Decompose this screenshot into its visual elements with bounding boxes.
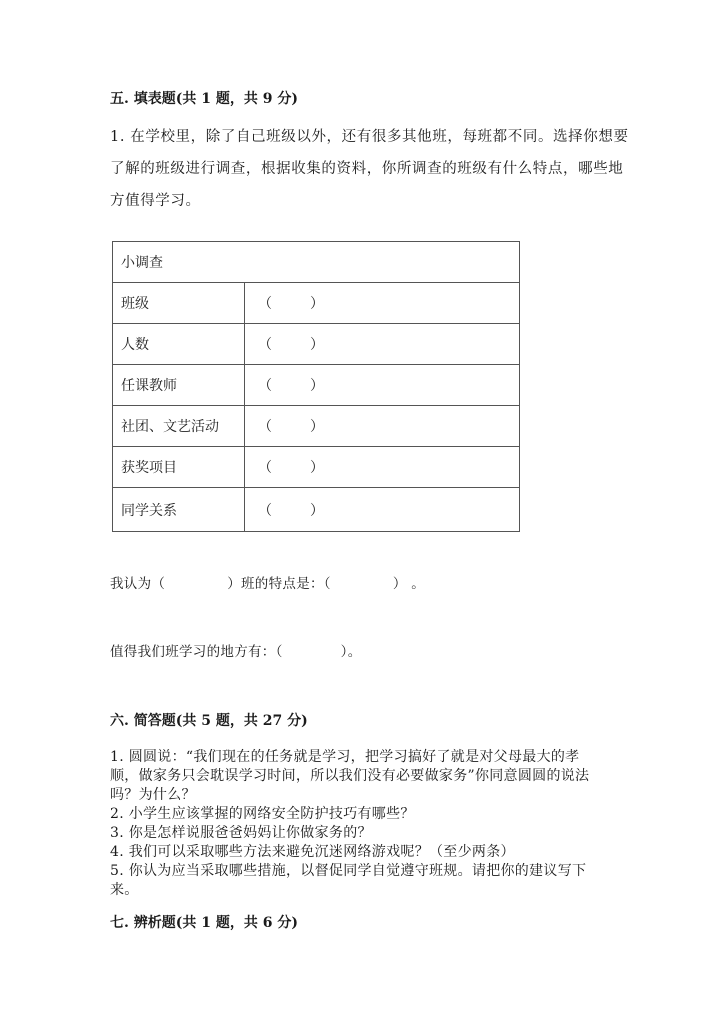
fill2-suffix: ）。: [340, 644, 362, 660]
fill-in-sentence-1: [110, 572, 425, 592]
section6-heading: 六. 简答题(共 5 题，共 27 分): [110, 713, 308, 729]
close-paren: ）: [310, 419, 324, 435]
fill1-suffix: ） 。: [392, 576, 426, 592]
open-paren: （: [258, 337, 272, 353]
open-paren: （: [258, 296, 272, 312]
open-paren: （: [258, 502, 272, 519]
close-paren: ）: [310, 378, 324, 394]
close-paren: ）: [310, 460, 324, 476]
row-label: 同学关系: [113, 488, 245, 532]
row-label: 班级: [113, 283, 245, 324]
table-row: [113, 488, 520, 532]
row-label: 任课教师: [113, 365, 245, 406]
question-line: 方值得学习。: [110, 193, 201, 209]
question-line: 1. 圆圆说：“我们现在的任务就是学习，把学习搞好了就是对父母最大的孝: [110, 749, 580, 765]
close-paren: ）: [310, 337, 324, 353]
fill1-middle: ）班的特点是：（: [227, 576, 331, 592]
question-line: 顺，做家务只会耽误学习时间，所以我们没有必要做家务”你同意圆圆的说法: [110, 768, 590, 784]
question-line: 2. 小学生应该掌握的网络安全防护技巧有哪些？: [110, 806, 415, 822]
close-paren: ）: [310, 502, 324, 519]
open-paren: （: [258, 419, 272, 435]
answer-blank[interactable]: [245, 406, 520, 447]
row-label: 人数: [113, 324, 245, 365]
table-title-row: [113, 242, 520, 283]
answer-blank[interactable]: [245, 365, 520, 406]
question-line: 吗？为什么？: [110, 787, 196, 803]
table-title: 小调查: [113, 242, 520, 283]
survey-table: [112, 241, 520, 532]
fill-in-sentence-2: [110, 640, 362, 660]
answer-blank[interactable]: [245, 488, 520, 532]
question-line: 4. 我们可以采取哪些方法来避免沉迷网络游戏呢？（至少两条）: [110, 844, 515, 860]
question-line: 了解的班级进行调查，根据收集的资料，你所调查的班级有什么特点，哪些地: [110, 161, 624, 177]
answer-blank[interactable]: [245, 447, 520, 488]
answer-blank[interactable]: [245, 324, 520, 365]
row-label: 获奖项目: [113, 447, 245, 488]
question-line: 3. 你是怎样说服爸爸妈妈让你做家务的？: [110, 825, 372, 841]
table-row: [113, 447, 520, 488]
section7-heading: 七. 辨析题(共 1 题，共 6 分): [110, 915, 298, 931]
table-row: [113, 365, 520, 406]
fill2-prefix: 值得我们班学习的地方有：（: [110, 644, 283, 660]
section5-heading: 五. 填表题(共 1 题，共 9 分): [110, 91, 298, 107]
answer-blank[interactable]: [245, 283, 520, 324]
close-paren: ）: [310, 296, 324, 312]
question-line: 来。: [110, 882, 139, 898]
table-row: [113, 283, 520, 324]
table-row: [113, 324, 520, 365]
question-line: 1. 在学校里，除了自己班级以外，还有很多其他班，每班都不同。选择你想要: [110, 129, 629, 145]
open-paren: （: [258, 460, 272, 476]
fill1-prefix: 我认为（: [110, 576, 166, 592]
open-paren: （: [258, 378, 272, 394]
table-row: [113, 406, 520, 447]
row-label: 社团、文艺活动: [113, 406, 245, 447]
question-line: 5. 你认为应当采取哪些措施，以督促同学自觉遵守班规。请把你的建议写下: [110, 863, 587, 879]
